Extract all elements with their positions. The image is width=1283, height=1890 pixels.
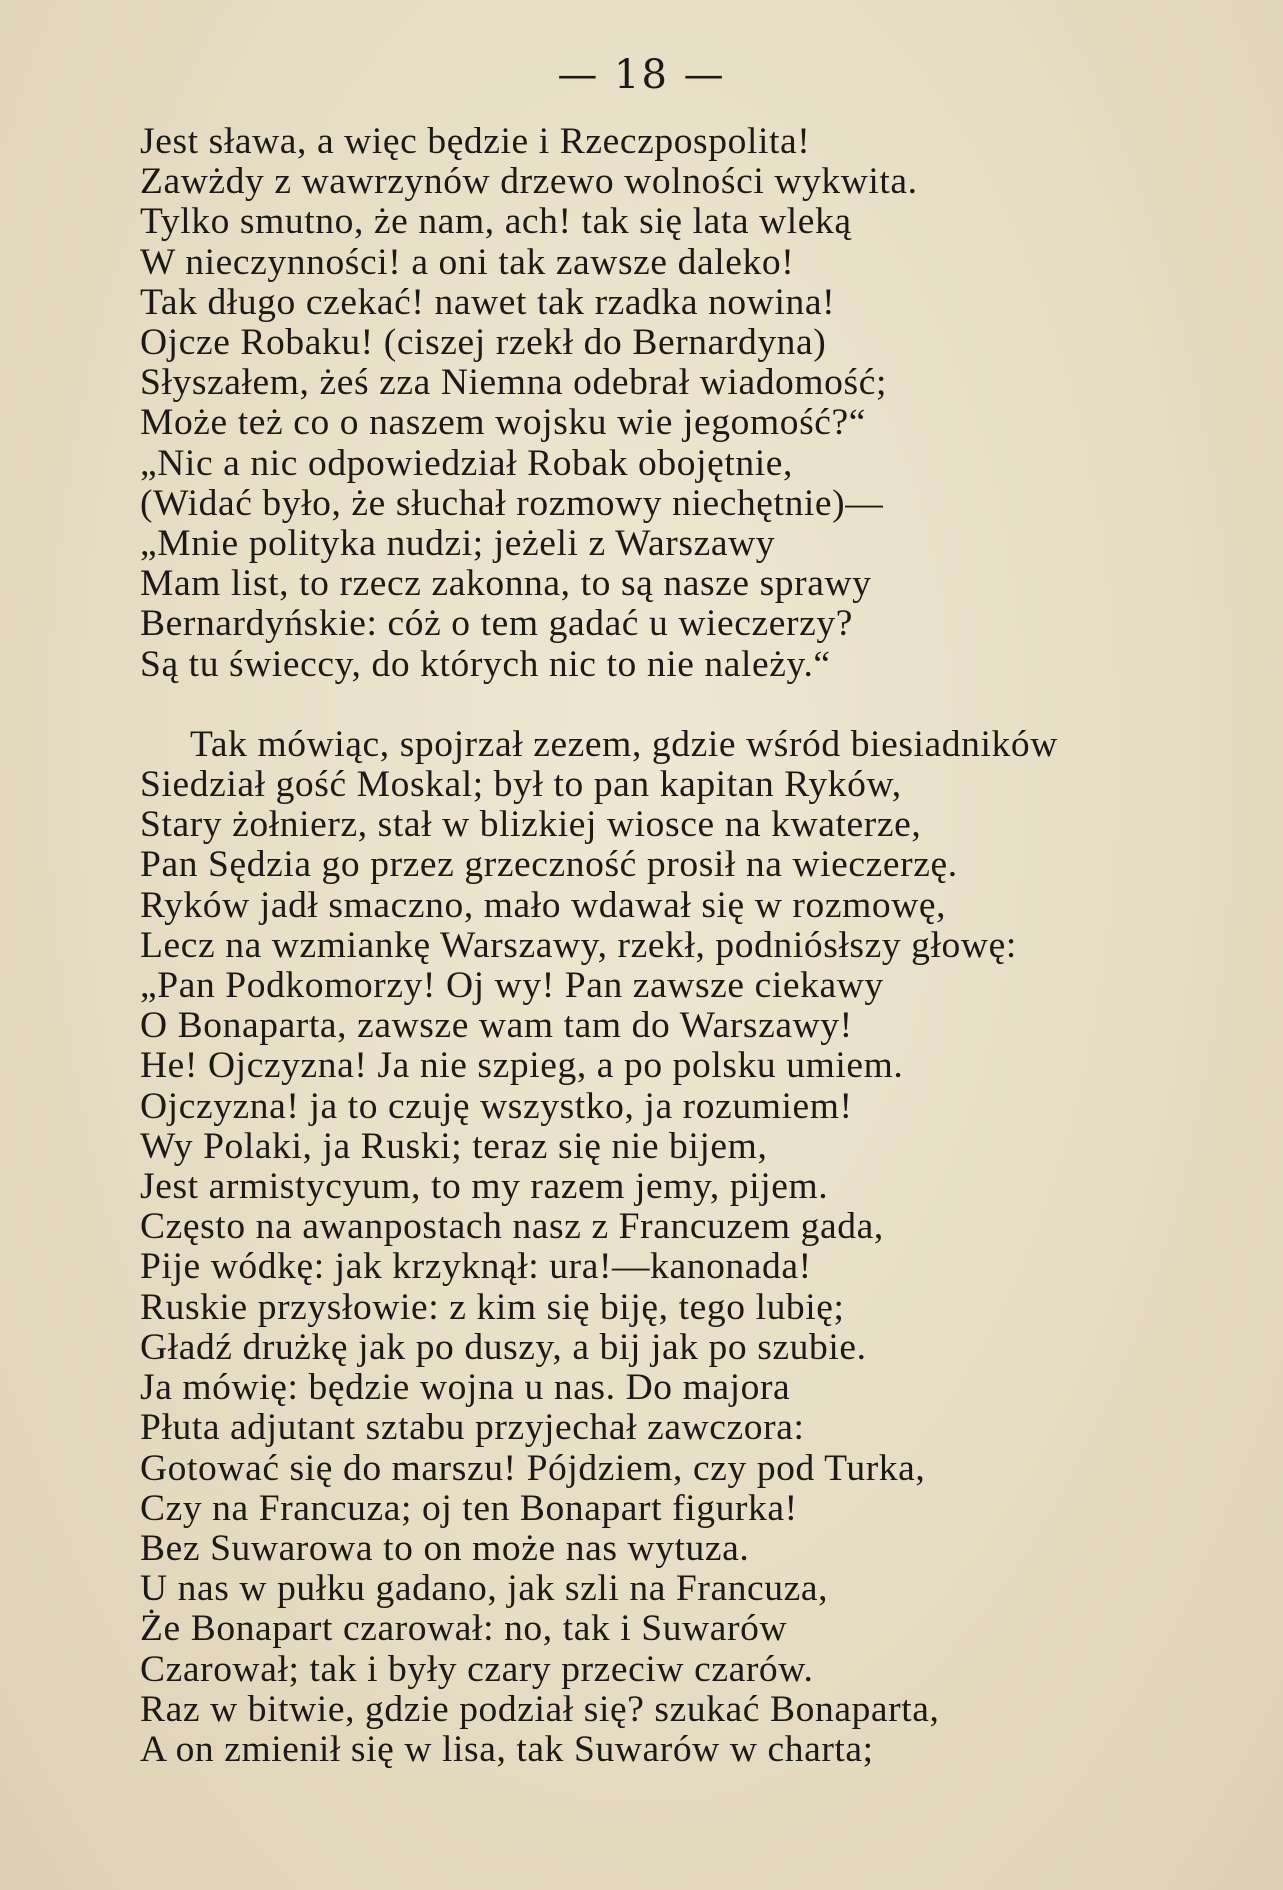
verse-line: Ojczyzna! ja to czuję wszystko, ja rozumiem!: [140, 1085, 853, 1127]
page-number: — 18 —: [557, 52, 726, 98]
verse-line: Tylko smutno, że nam, ach! tak się lata wleką: [140, 201, 852, 243]
verse-line: Bernardyńskie: cóż o tem gadać u wieczerzy?: [140, 603, 853, 645]
verse-line: Zawżdy z wawrzynów drzewo wolności wykwita.: [140, 161, 918, 203]
verse-line: (Widać było, że słuchał rozmowy niechętnie)—: [140, 482, 884, 524]
verse-line: Często na awanpostach nasz z Francuzem gada,: [140, 1206, 884, 1248]
verse-line: Mam list, to rzecz zakonna, to są nasze sprawy: [140, 563, 872, 605]
verse-line: U nas w pułku gadano, jak szli na Francuza,: [140, 1568, 829, 1610]
verse-line: O Bonaparta, zawsze wam tam do Warszawy!: [140, 1005, 853, 1047]
verse-line: He! Ojczyzna! Ja nie szpieg, a po polsku umiem.: [140, 1045, 904, 1087]
verse-line: Stary żołnierz, stał w blizkiej wiosce na kwaterze,: [140, 804, 922, 846]
verse-line: Że Bonapart czarował: no, tak i Suwarów: [140, 1608, 788, 1650]
verse-line: „Pan Podkomorzy! Oj wy! Pan zawsze ciekawy: [140, 965, 884, 1007]
verse-line: Słyszałem, żeś zza Niemna odebrał wiadomość;: [140, 362, 887, 404]
verse-line: Gotować się do marszu! Pójdziem, czy pod Turka,: [140, 1447, 926, 1489]
poem-text: [140, 122, 1220, 1770]
verse-line: Gładź drużkę jak po duszy, a bij jak po szubie.: [140, 1326, 867, 1368]
verse-line: Pije wódkę: jak krzyknął: ura!—kanonada!: [140, 1246, 812, 1288]
verse-line: Pan Sędzia go przez grzeczność prosił na wieczerzę.: [140, 844, 958, 886]
verse-line: Ruskie przysłowie: z kim się biję, tego lubię;: [140, 1286, 845, 1328]
verse-line: „Mnie polityka nudzi; jeżeli z Warszawy: [140, 523, 776, 565]
verse-line: Tak mówiąc, spojrzał zezem, gdzie wśród biesiadników: [190, 723, 1058, 765]
verse-line: Może też co o naszem wojsku wie jegomość?“: [140, 402, 866, 444]
verse-line: Płuta adjutant sztabu przyjechał zawczora:: [140, 1407, 805, 1449]
verse-line: Czy na Francuza; oj ten Bonapart figurka!: [140, 1487, 798, 1529]
verse-line: „Nic a nic odpowiedział Robak obojętnie,: [140, 442, 793, 484]
verse-line: Lecz na wzmiankę Warszawy, rzekł, podniósłszy głowę:: [140, 924, 1017, 966]
verse-line: A on zmienił się w lisa, tak Suwarów w charta;: [140, 1728, 874, 1770]
verse-line: Siedział gość Moskal; był to pan kapitan Ryków,: [140, 764, 902, 806]
verse-line: Są tu świeccy, do których nic to nie należy.“: [140, 643, 831, 685]
verse-line: Ryków jadł smaczno, mało wdawał się w rozmowę,: [140, 884, 947, 926]
stanza-1: [140, 122, 1220, 685]
verse-line: Jest sława, a więc będzie i Rzeczpospolita!: [140, 121, 811, 162]
verse-line: Ja mówię: będzie wojna u nas. Do majora: [140, 1367, 791, 1409]
verse-line: W nieczynności! a oni tak zawsze daleko!: [140, 241, 795, 283]
verse-line: Raz w bitwie, gdzie podział się? szukać Bonaparta,: [140, 1688, 940, 1730]
verse-line: Jest armistycyum, to my razem jemy, pijem.: [140, 1166, 829, 1208]
verse-line: Bez Suwarowa to on może nas wytuza.: [140, 1527, 750, 1569]
verse-line: Ojcze Robaku! (ciszej rzekł do Bernardyna): [140, 322, 827, 364]
verse-line: Tak długo czekać! nawet tak rzadka nowina!: [140, 281, 836, 323]
verse-line: Czarował; tak i były czary przeciw czarów.: [140, 1648, 814, 1690]
stanza-2: [140, 725, 1220, 1770]
verse-line: Wy Polaki, ja Ruski; teraz się nie bijem,: [140, 1125, 768, 1167]
